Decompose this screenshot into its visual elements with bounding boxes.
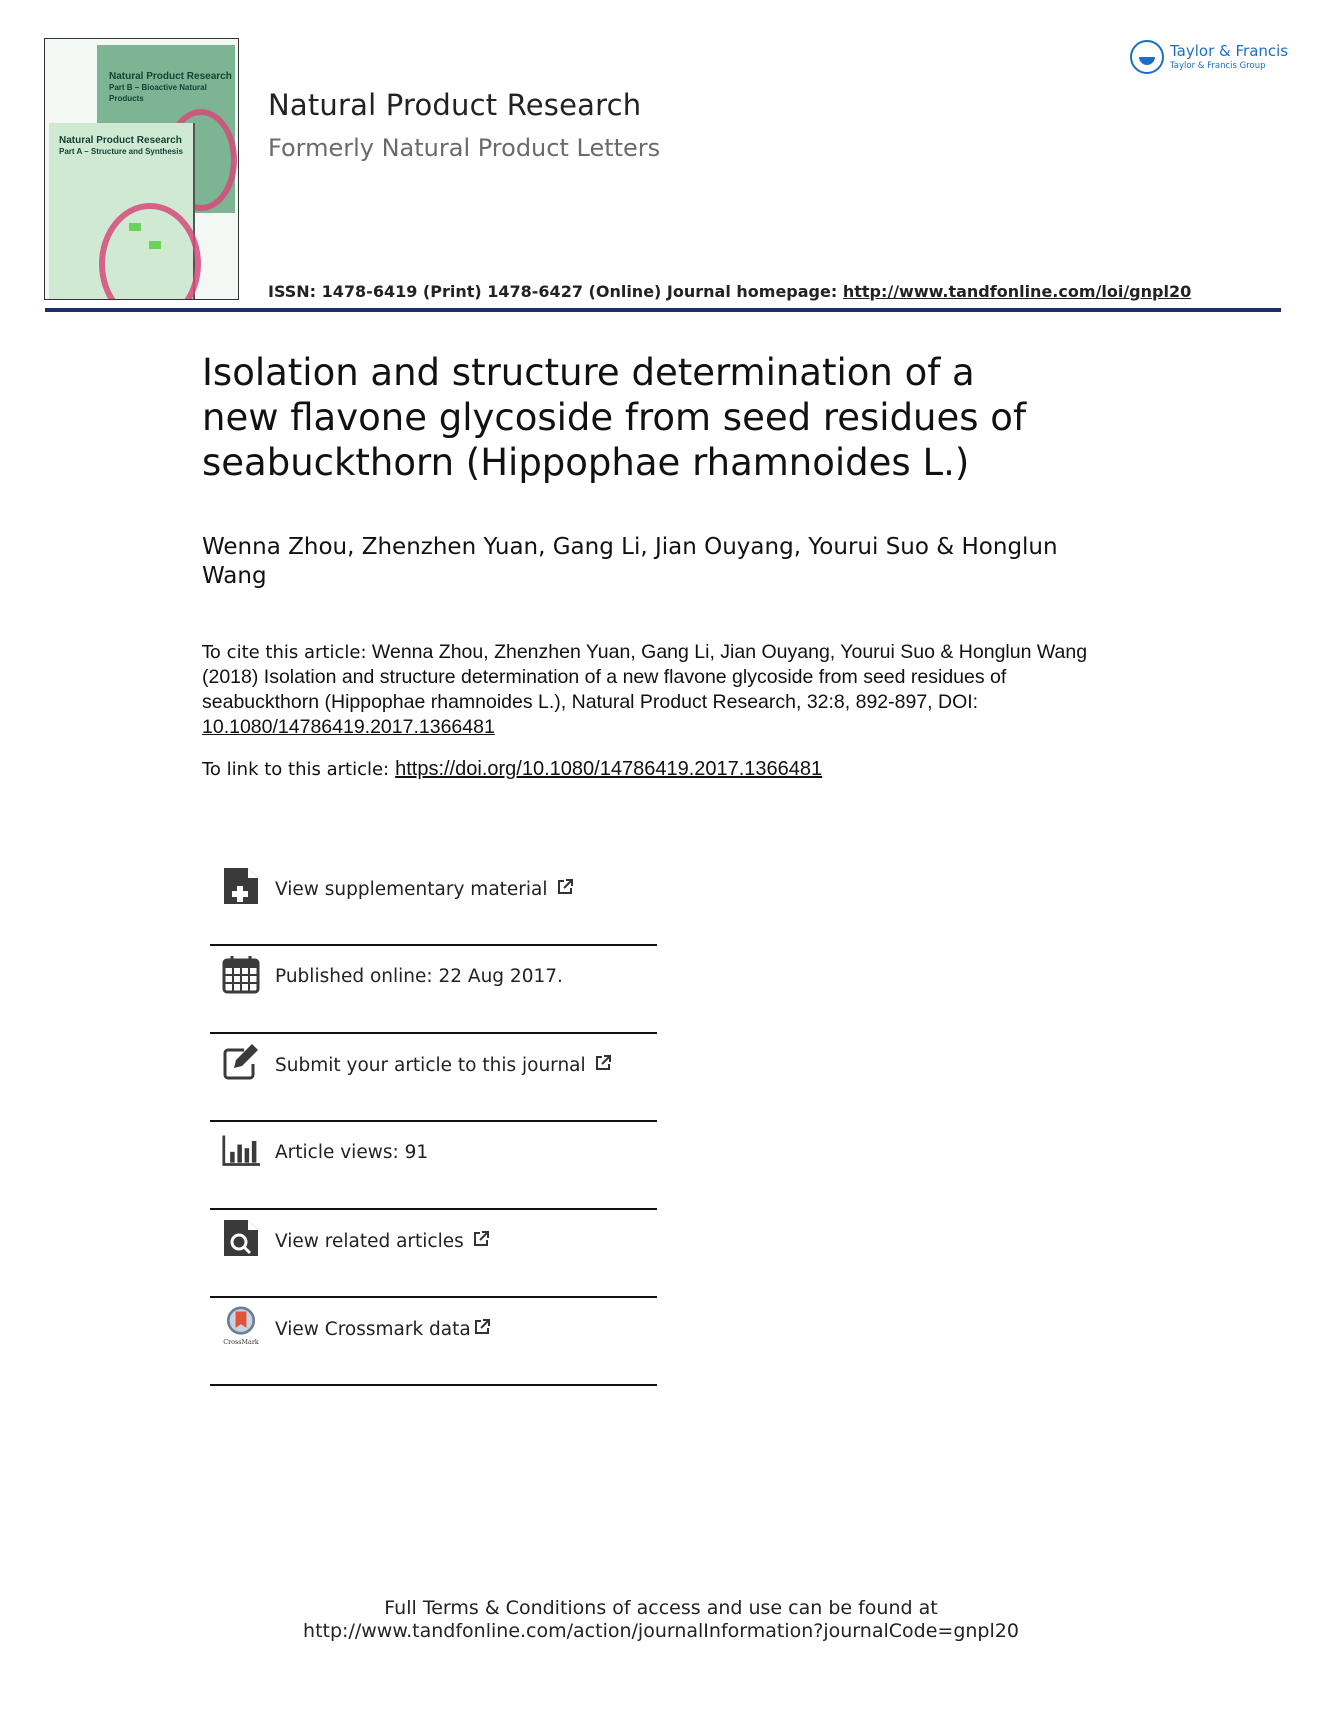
journal-cover-image — [44, 38, 239, 300]
article-link-block — [202, 758, 822, 781]
file-plus-icon — [222, 866, 260, 906]
info-item-related[interactable] — [210, 1210, 657, 1298]
info-label: View supplementary material — [275, 879, 548, 900]
calendar-icon — [222, 954, 260, 994]
info-label: View related articles — [275, 1231, 464, 1252]
publisher-lamp-icon — [1130, 40, 1164, 74]
bar-chart-icon — [222, 1130, 260, 1170]
ligand-graphic — [129, 223, 141, 231]
info-item-published — [210, 946, 657, 1034]
publisher-name: Taylor & Francis — [1170, 42, 1289, 60]
issn-text: ISSN: 1478-6419 (Print) 1478-6427 (Online) Journal homepage: — [268, 282, 843, 301]
ligand-graphic — [149, 241, 161, 249]
journal-homepage-link[interactable]: http://www.tandfonline.com/loi/gnpl20 — [842, 282, 1192, 301]
info-label: Submit your article to this journal — [275, 1055, 586, 1076]
journal-subtitle: Formerly Natural Product Letters — [268, 134, 661, 162]
issn-line — [268, 282, 1191, 301]
file-search-icon — [222, 1218, 260, 1258]
citation-block — [202, 640, 1122, 740]
terms-footer — [0, 1597, 1322, 1643]
external-link-icon — [594, 1054, 612, 1072]
protein-ribbon-graphic — [99, 203, 201, 300]
publisher-logo[interactable] — [1130, 40, 1289, 76]
info-label: Article views: 91 — [275, 1142, 429, 1163]
edit-icon — [222, 1042, 260, 1082]
info-label: View Crossmark data — [275, 1319, 471, 1340]
cover-front-issue — [49, 123, 195, 300]
external-link-icon — [472, 1230, 490, 1248]
header-divider — [45, 308, 1281, 312]
info-item-views — [210, 1122, 657, 1210]
crossmark-icon — [222, 1306, 260, 1346]
citation-label: To cite this article: — [202, 642, 367, 663]
article-doi-link[interactable]: https://doi.org/10.1080/14786419.2017.1366481 — [395, 758, 823, 780]
info-item-supplementary[interactable] — [210, 858, 657, 946]
svg-text:CrossMark: CrossMark — [223, 1339, 259, 1346]
citation-doi-link[interactable]: 10.1080/14786419.2017.1366481 — [202, 716, 495, 738]
publisher-group: Taylor & Francis Group — [1170, 61, 1266, 71]
terms-text: Full Terms & Conditions of access and use can be found at — [384, 1597, 938, 1619]
external-link-icon — [556, 878, 574, 896]
info-label: Published online: 22 Aug 2017. — [275, 966, 563, 987]
link-label: To link to this article: — [202, 759, 390, 780]
terms-url[interactable]: http://www.tandfonline.com/action/journalInformation?journalCode=gnpl20 — [303, 1620, 1019, 1642]
cover-back-title: Natural Product Research Part B – Bioactive Natural Products — [109, 71, 232, 103]
article-title: Isolation and structure determination of a new flavone glycoside from seed residues of seabuckthorn (Hippophae rhamnoides L.) — [202, 351, 1026, 484]
citation-text: Wenna Zhou, Zhenzhen Yuan, Gang Li, Jian Ouyang, Yourui Suo & Honglun Wang (2018) Isolation and structure determination of a new flavone glycoside from seed residues of seabuckthorn (Hippophae rhamnoides L.), Natural Product Research, 32:8, 892-897, DOI: — [202, 641, 1088, 713]
article-info-list — [210, 858, 657, 1386]
cover-front-title: Natural Product Research Part A – Structure and Synthesis — [59, 135, 183, 156]
journal-title: Natural Product Research — [268, 88, 642, 122]
external-link-icon — [473, 1318, 491, 1336]
article-authors: Wenna Zhou, Zhenzhen Yuan, Gang Li, Jian Ouyang, Yourui Suo & Honglun Wang — [202, 534, 1058, 589]
info-item-submit[interactable] — [210, 1034, 657, 1122]
info-item-crossmark[interactable] — [210, 1298, 657, 1386]
